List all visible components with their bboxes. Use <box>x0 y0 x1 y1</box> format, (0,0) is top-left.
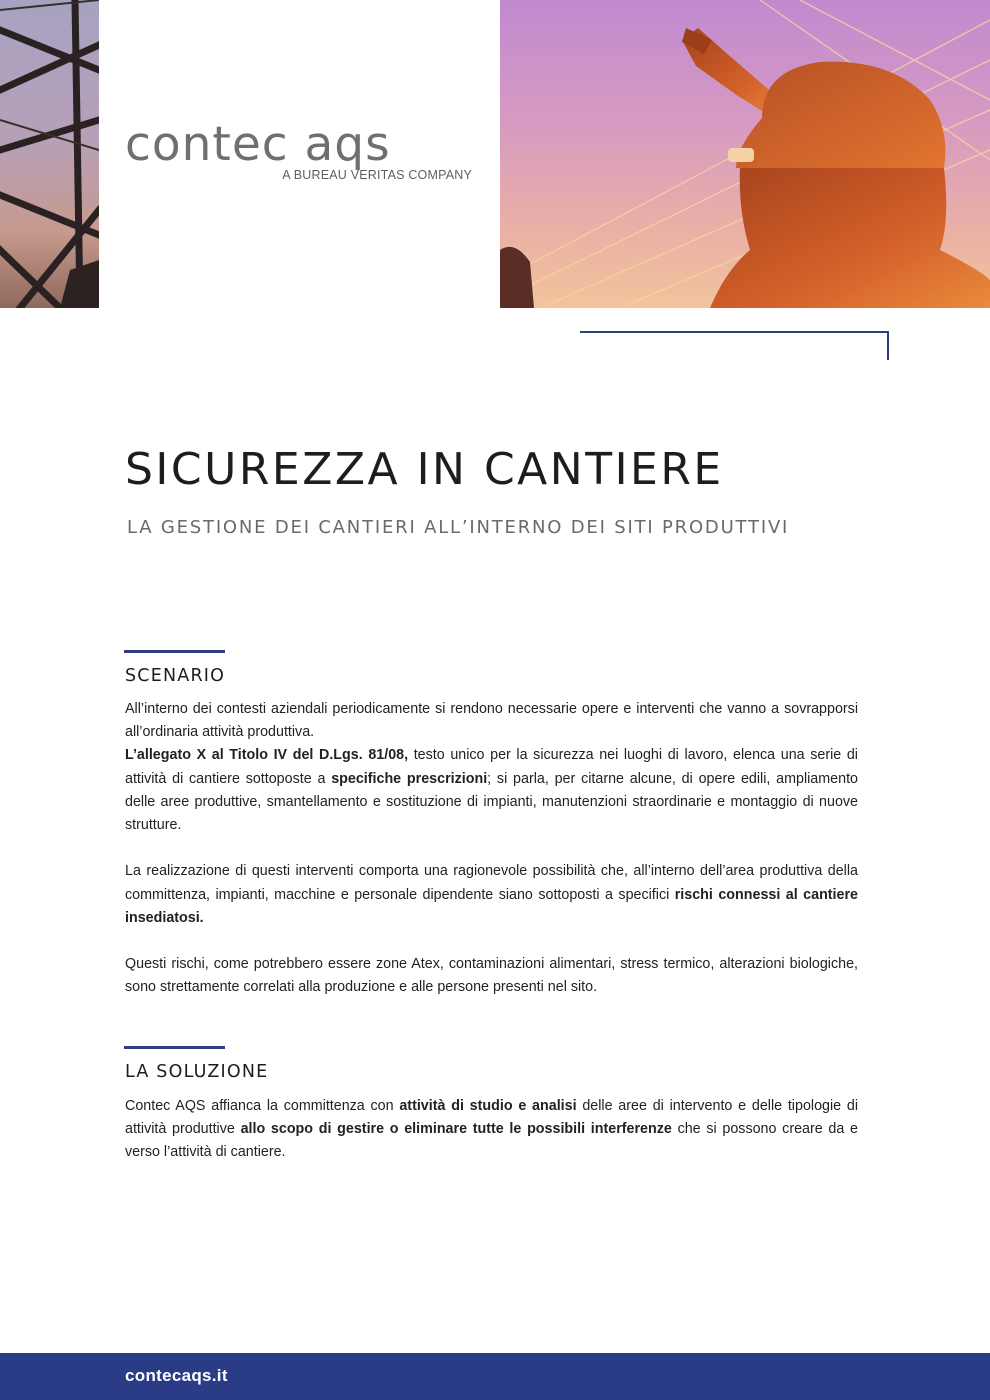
scenario-accent-bar <box>124 650 225 653</box>
company-logo <box>125 118 475 188</box>
logo-wordmark: contec aqs <box>125 117 391 172</box>
scenario-heading: SCENARIO <box>125 666 226 686</box>
page-subtitle: LA GESTIONE DEI CANTIERI ALL’INTERNO DEI SITI PRODUTTIVI <box>127 517 790 538</box>
scenario-text: ; si parla, per citarne alcune, di opere edili, ampliamento delle aree produttive, smantellamento e sostituzione di impianti, manutenzioni straordinarie e montaggio di nuove strutture. <box>125 770 858 834</box>
scenario-text: testo unico per la sicurezza nei luoghi di lavoro, elenca una serie di attività di cantiere sottoposte a <box>125 747 858 787</box>
solution-bold-analysis: attività di studio e analisi <box>399 1098 577 1114</box>
scenario-paragraph-4: Questi rischi, come potrebbero essere zone Atex, contaminazioni alimentari, stress termico, alterazioni biologiche, sono strettamente correlati alla produzione e alle persone presenti nel sito. <box>125 956 858 996</box>
tower-silhouette <box>0 0 99 308</box>
scenario-bold-prescriptions: specifiche prescrizioni <box>331 770 488 787</box>
solution-text: delle aree di intervento e delle tipologie di attività produttive <box>125 1098 858 1138</box>
scenario-paragraph-2 <box>125 744 858 837</box>
footer-website-link[interactable]: contecaqs.it <box>125 1366 228 1385</box>
solution-heading: LA SOLUZIONE <box>125 1062 269 1082</box>
logo-tagline: A BUREAU VERITAS COMPANY <box>282 168 472 182</box>
solution-body <box>125 1095 858 1165</box>
worker-photo <box>500 0 990 308</box>
solution-paragraph <box>125 1095 858 1165</box>
worker-silhouette <box>500 0 990 308</box>
scenario-text: La realizzazione di questi interventi comporta una ragionevole possibilità che, all’interno dell’area produttiva della committenza, impianti, macchine e personale dipendente siano sottoposti a specifici <box>125 863 858 903</box>
scenario-paragraph-1: All’interno dei contesti aziendali periodicamente si rendono necessarie opere e interventi che vanno a sovrapporsi all’ordinaria attività produttiva. <box>125 701 858 741</box>
page-title: SICUREZZA IN CANTIERE <box>125 444 724 495</box>
footer-bar <box>0 1353 990 1400</box>
solution-bold-interferences: allo scopo di gestire o eliminare tutte le possibili interferenze <box>240 1121 672 1138</box>
decorative-corner-line <box>580 331 889 360</box>
scenario-bold-reference: L’allegato X al Titolo IV del D.Lgs. 81/08, <box>125 747 409 764</box>
scenario-bold-risks: rischi connessi al cantiere insediatosi. <box>125 886 858 926</box>
scenario-body <box>125 698 858 1000</box>
scenario-paragraph-3 <box>125 860 858 930</box>
solution-text: Contec AQS affianca la committenza con <box>125 1098 400 1114</box>
solution-text: che si possono creare da e verso l’attività di cantiere. <box>125 1121 858 1161</box>
solution-accent-bar <box>124 1046 225 1049</box>
tower-photo <box>0 0 99 308</box>
